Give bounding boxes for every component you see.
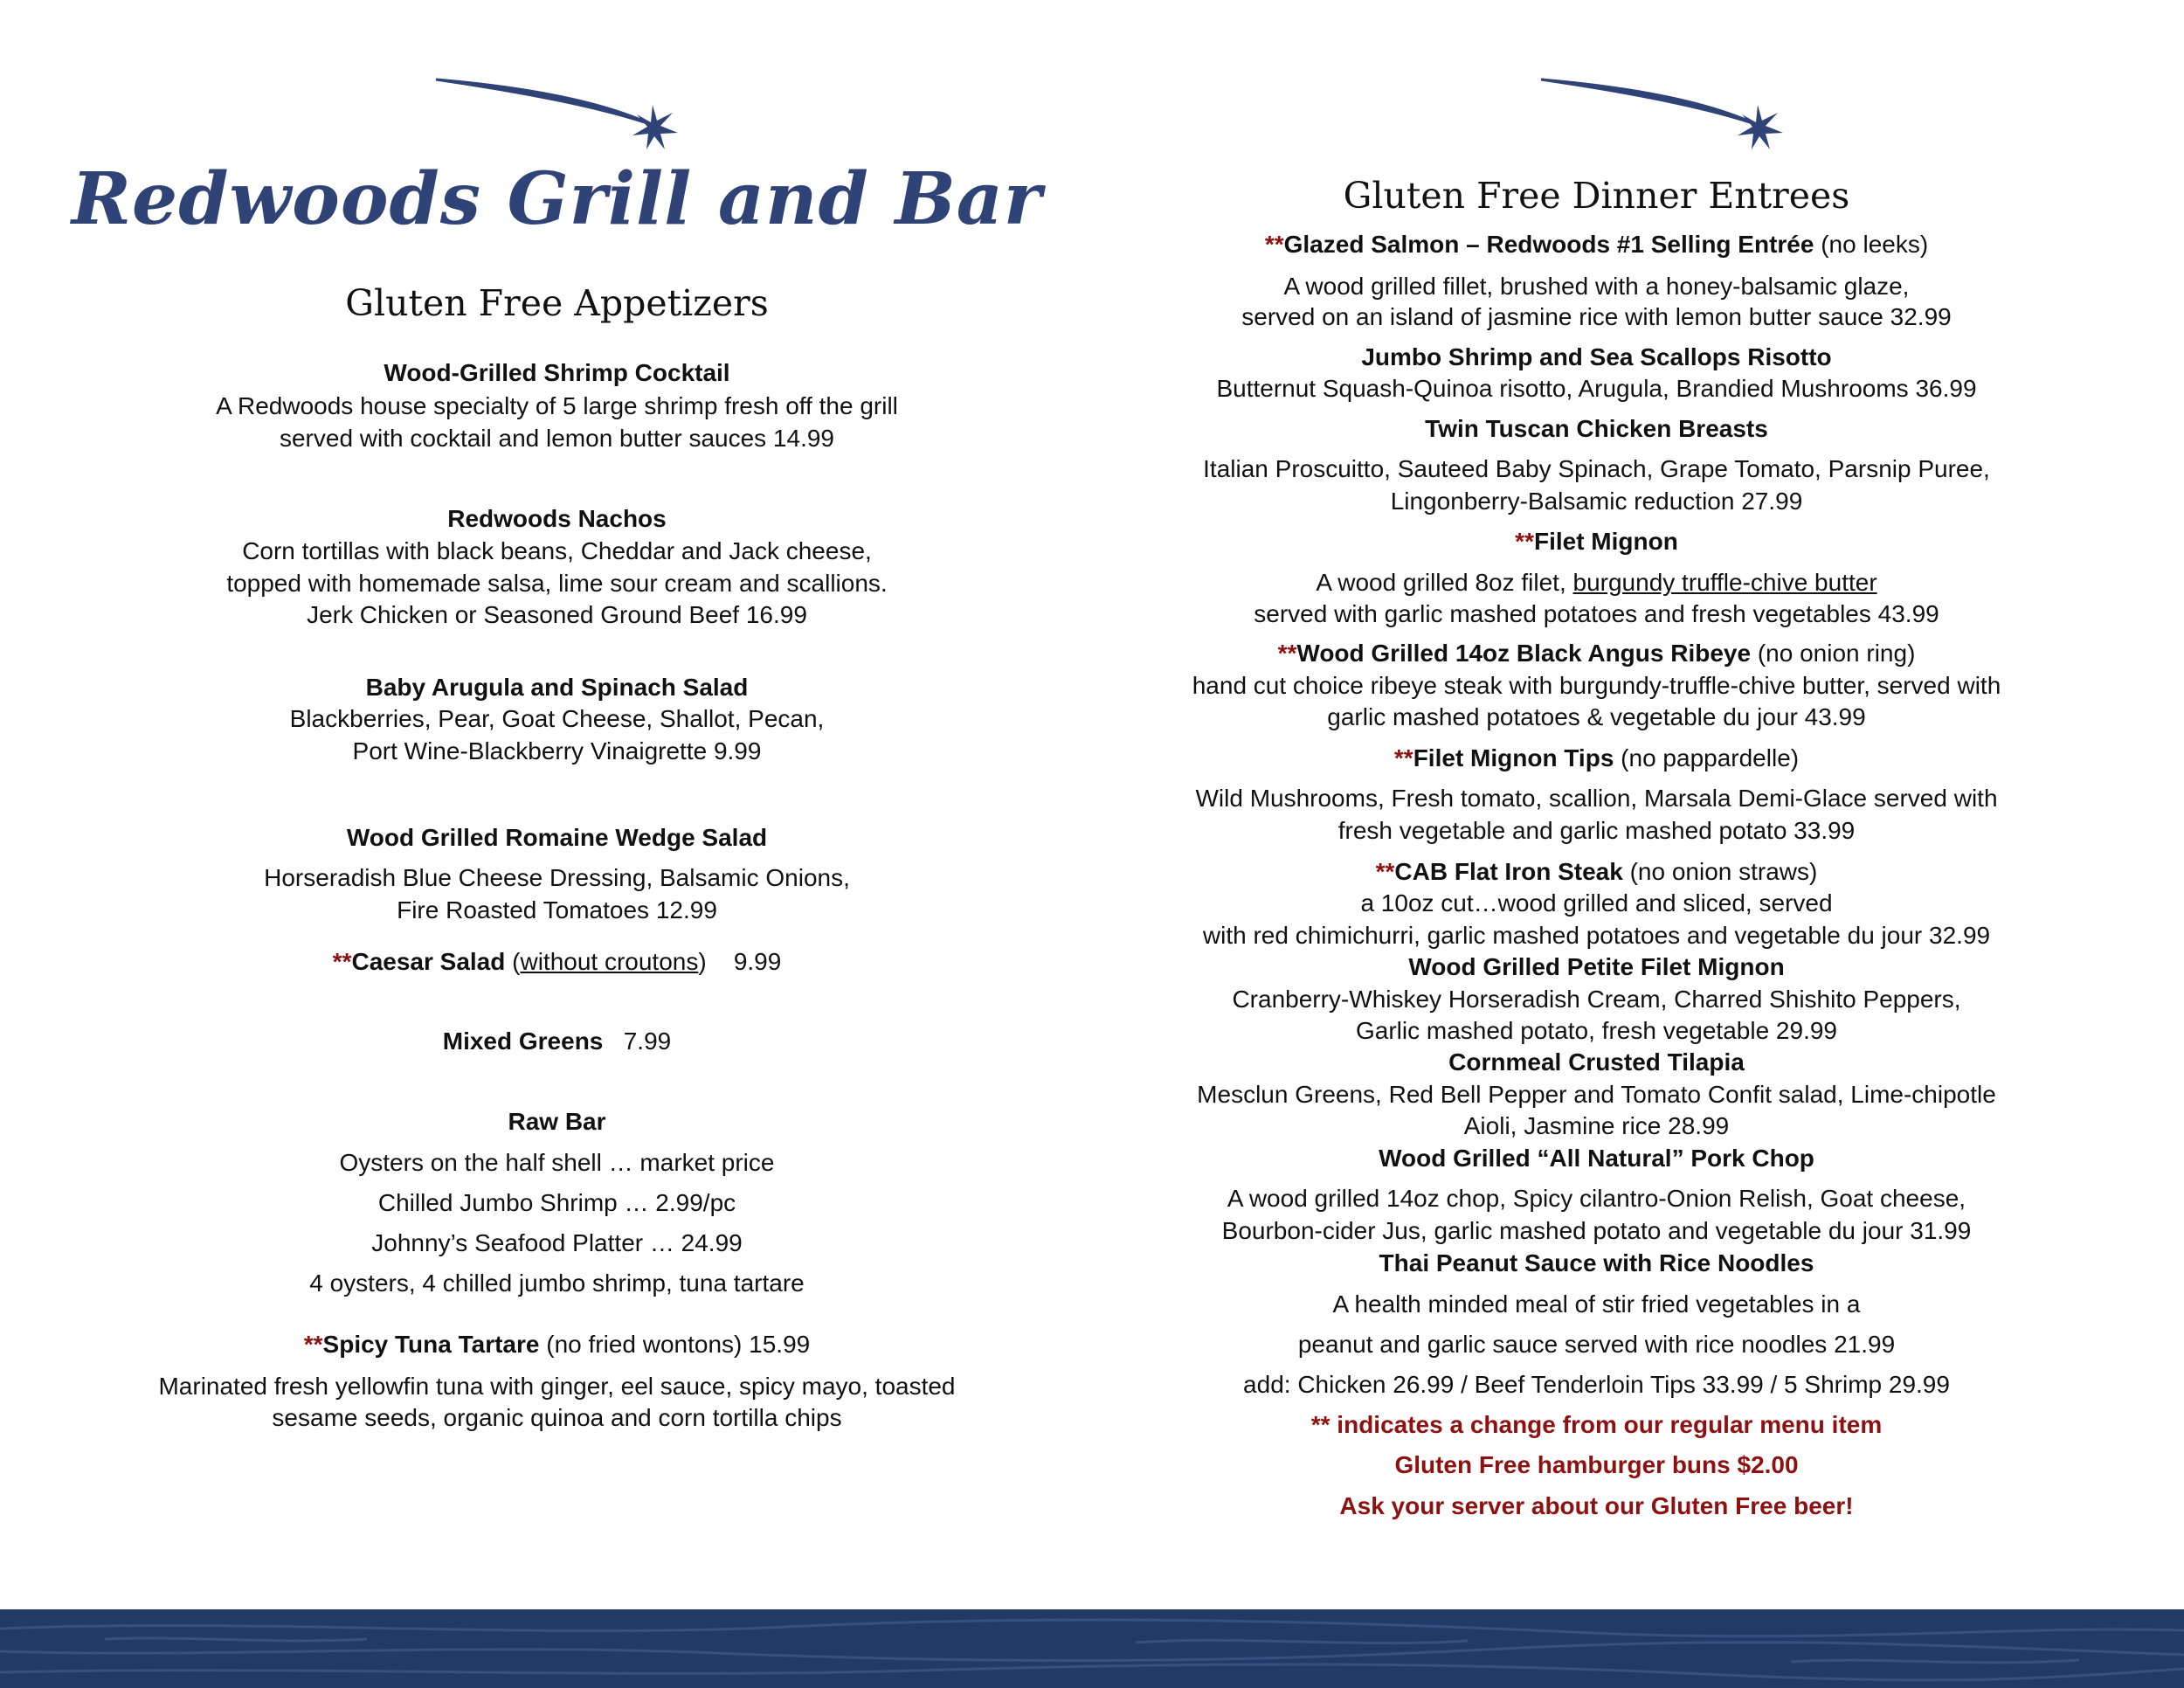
spicy-tuna-line xyxy=(87,1330,1026,1359)
item-name: CAB Flat Iron Steak xyxy=(1394,858,1623,885)
item-desc: Port Wine-Blackberry Vinaigrette 9.99 xyxy=(352,737,762,764)
item-price: 7.99 xyxy=(623,1027,672,1055)
item-note: (no pappardelle) xyxy=(1621,744,1800,771)
item-desc: garlic mashed potatoes & vegetable du jour 43.99 xyxy=(1327,703,1866,730)
item-name: Redwoods Nachos xyxy=(447,505,667,532)
item-desc: served with garlic mashed potatoes and fresh vegetables 43.99 xyxy=(1254,600,1939,627)
item-desc: Cranberry-Whiskey Horseradish Cream, Charred Shishito Peppers, xyxy=(1232,986,1961,1013)
beer-note: Ask your server about our Gluten Free beer! xyxy=(1339,1492,1854,1519)
item-desc: Chilled Jumbo Shrimp … 2.99/pc xyxy=(377,1189,736,1216)
salmon-line xyxy=(1105,230,2088,259)
item-desc: Fire Roasted Tomatoes 12.99 xyxy=(397,896,717,924)
item-desc: Lingonberry-Balsamic reduction 27.99 xyxy=(1390,488,1803,515)
appetizers-title: Gluten Free Appetizers xyxy=(345,282,769,324)
item-note: (no onion ring) xyxy=(1757,640,1916,667)
filet-desc-line xyxy=(1105,568,2088,598)
item-desc: A wood grilled fillet, brushed with a honey-balsamic glaze, xyxy=(1283,273,1910,300)
change-marker: ** xyxy=(1375,858,1395,885)
item-desc: Wild Mushrooms, Fresh tomato, scallion, Marsala Demi-Glace served with xyxy=(1195,785,1998,812)
mixed-greens-line xyxy=(87,1027,1026,1056)
change-marker: ** xyxy=(303,1331,323,1358)
item-name: Wood-Grilled Shrimp Cocktail xyxy=(384,359,730,386)
item-name: Jumbo Shrimp and Sea Scallops Risotto xyxy=(1361,343,1832,370)
change-note: ** indicates a change from our regular menu item xyxy=(1310,1411,1883,1438)
item-desc: Corn tortillas with black beans, Cheddar and Jack cheese, xyxy=(242,537,872,564)
change-marker: ** xyxy=(1515,528,1534,555)
item-name: Wood Grilled “All Natural” Pork Chop xyxy=(1379,1145,1814,1172)
item-note: (no fried wontons) 15.99 xyxy=(546,1331,811,1358)
tips-line xyxy=(1105,744,2088,773)
item-desc: 4 oysters, 4 chilled jumbo shrimp, tuna tartare xyxy=(309,1269,805,1297)
item-name: Thai Peanut Sauce with Rice Noodles xyxy=(1379,1249,1814,1276)
item-name: Twin Tuscan Chicken Breasts xyxy=(1425,415,1768,442)
restaurant-name: Redwoods Grill and Bar xyxy=(71,157,1043,241)
item-name: Cornmeal Crusted Tilapia xyxy=(1448,1048,1745,1076)
item-name: Mixed Greens xyxy=(442,1027,604,1055)
item-desc: Aioli, Jasmine rice 28.99 xyxy=(1463,1112,1730,1139)
item-desc: Bourbon-cider Jus, garlic mashed potato and vegetable du jour 31.99 xyxy=(1221,1217,1972,1244)
item-desc: Jerk Chicken or Seasoned Ground Beef 16.99 xyxy=(307,601,807,628)
change-marker: ** xyxy=(1393,744,1413,771)
item-desc: a 10oz cut…wood grilled and sliced, served xyxy=(1360,889,1833,917)
item-desc: Johnny’s Seafood Platter … 24.99 xyxy=(371,1229,743,1256)
item-desc: A health minded meal of stir fried vegetables in a xyxy=(1332,1290,1861,1318)
entrees-title: Gluten Free Dinner Entrees xyxy=(1343,175,1850,217)
item-desc: Marinated fresh yellowfin tuna with ginger, eel sauce, spicy mayo, toasted xyxy=(158,1373,956,1400)
item-name: Wood Grilled Petite Filet Mignon xyxy=(1408,953,1785,980)
change-marker: ** xyxy=(1264,231,1284,258)
item-desc: topped with homemade salsa, lime sour cream and scallions. xyxy=(226,570,888,597)
item-name: Wood Grilled Romaine Wedge Salad xyxy=(346,824,768,851)
item-name: Filet Mignon xyxy=(1533,528,1678,555)
item-desc: Garlic mashed potato, fresh vegetable 29.99 xyxy=(1355,1017,1837,1044)
item-name: Caesar Salad xyxy=(351,948,506,975)
item-desc: A wood grilled 14oz chop, Spicy cilantro-Onion Relish, Goat cheese, xyxy=(1227,1185,1966,1212)
item-desc: Horseradish Blue Cheese Dressing, Balsamic Onions, xyxy=(264,864,850,891)
hamburger-buns-note: Gluten Free hamburger buns $2.00 xyxy=(1394,1451,1799,1478)
flat-iron-line xyxy=(1105,857,2088,887)
item-name: Filet Mignon Tips xyxy=(1413,744,1614,771)
item-desc: Oysters on the half shell … market price xyxy=(339,1149,775,1176)
item-name: Wood Grilled 14oz Black Angus Ribeye xyxy=(1296,640,1752,667)
item-name: Baby Arugula and Spinach Salad xyxy=(365,674,749,701)
item-desc: Butternut Squash-Quinoa risotto, Arugula, Brandied Mushrooms 36.99 xyxy=(1216,375,1977,402)
item-price: 9.99 xyxy=(733,948,782,975)
item-note: (no onion straws) xyxy=(1629,858,1818,885)
item-desc: served with cocktail and lemon butter sauces 14.99 xyxy=(279,425,835,452)
item-name: Spicy Tuna Tartare xyxy=(322,1331,540,1358)
item-desc: Blackberries, Pear, Goat Cheese, Shallot, Pecan, xyxy=(289,705,825,732)
item-desc: A wood grilled 8oz filet, xyxy=(1316,569,1573,596)
change-marker: ** xyxy=(1277,640,1297,667)
item-note: without croutons xyxy=(520,948,699,975)
item-desc: served on an island of jasmine rice with lemon butter sauce 32.99 xyxy=(1241,303,1952,330)
filet-line xyxy=(1105,527,2088,557)
change-marker: ** xyxy=(332,948,352,975)
item-desc: A Redwoods house specialty of 5 large shrimp fresh off the grill xyxy=(216,392,898,419)
ribeye-line xyxy=(1105,639,2088,668)
item-desc: with red chimichurri, garlic mashed potatoes and vegetable du jour 32.99 xyxy=(1202,922,1991,949)
item-desc: sesame seeds, organic quinoa and corn tortilla chips xyxy=(272,1404,842,1431)
add-ons-line: add: Chicken 26.99 / Beef Tenderloin Tips 33.99 / 5 Shrimp 29.99 xyxy=(1243,1371,1950,1398)
shooting-star-icon xyxy=(1538,74,1800,153)
item-desc-underlined: burgundy truffle-chive butter xyxy=(1572,569,1877,596)
item-desc: peanut and garlic sauce served with rice noodles 21.99 xyxy=(1297,1331,1896,1358)
item-name: Glazed Salmon – Redwoods #1 Selling Entrée xyxy=(1283,231,1814,258)
footer-wood-band xyxy=(0,1609,2184,1688)
item-name: Raw Bar xyxy=(508,1108,606,1135)
item-desc: hand cut choice ribeye steak with burgundy-truffle-chive butter, served with xyxy=(1192,672,2001,699)
item-desc: Mesclun Greens, Red Bell Pepper and Tomato Confit salad, Lime-chipotle xyxy=(1197,1081,1996,1108)
item-note: (no leeks) xyxy=(1821,231,1929,258)
caesar-salad-line: **Caesar Salad (without croutons) 9.99 xyxy=(332,948,782,975)
item-desc: fresh vegetable and garlic mashed potato 33.99 xyxy=(1337,817,1856,844)
item-desc: Italian Proscuitto, Sauteed Baby Spinach, Grape Tomato, Parsnip Puree, xyxy=(1203,455,1990,482)
shooting-star-icon xyxy=(432,74,695,153)
